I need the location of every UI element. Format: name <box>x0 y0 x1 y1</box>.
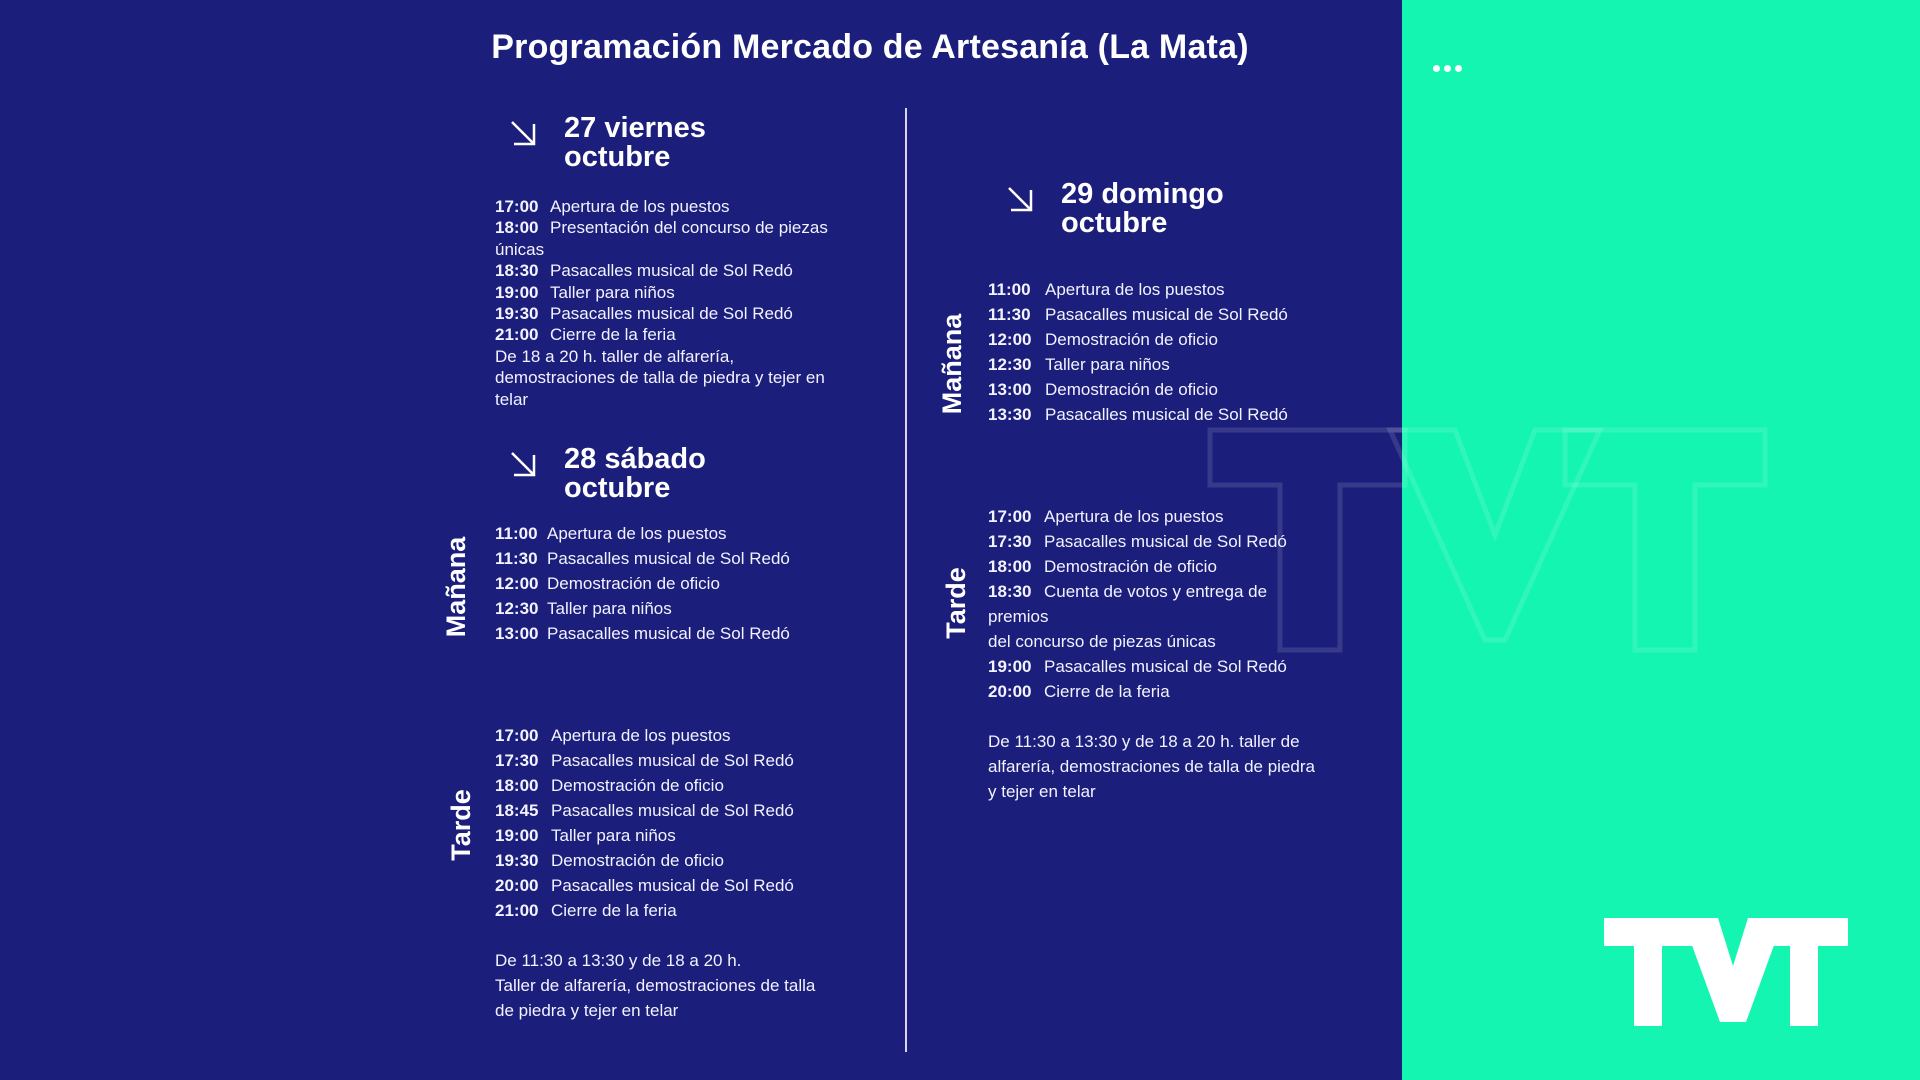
schedule-row <box>988 277 1288 302</box>
note-line: y tejer en telar <box>988 782 1096 801</box>
schedule-row <box>495 723 815 748</box>
day-27-title: 27 viernes <box>564 112 706 144</box>
schedule-row <box>988 679 1315 704</box>
schedule-time: 11:30 <box>495 549 538 568</box>
schedule-row <box>988 654 1315 679</box>
schedule-row <box>495 748 815 773</box>
schedule-time: 11:00 <box>988 280 1031 299</box>
schedule-time: 17:00 <box>495 197 539 216</box>
schedule-activity: Apertura de los puestos <box>1044 507 1224 526</box>
schedule-row <box>495 521 790 546</box>
schedule-row <box>495 773 815 798</box>
schedule-time: 17:00 <box>988 507 1032 526</box>
schedule-row <box>988 302 1288 327</box>
day-29-afternoon-schedule <box>988 504 1315 804</box>
schedule-activity: Demostración de oficio <box>1044 557 1217 576</box>
schedule-row <box>495 798 815 823</box>
schedule-time: 18:30 <box>988 582 1032 601</box>
schedule-activity: Cierre de la feria <box>550 325 676 345</box>
day-27-schedule <box>495 196 828 410</box>
schedule-time: 20:00 <box>988 682 1032 701</box>
schedule-activity: Taller para niños <box>551 826 676 845</box>
schedule-row <box>495 848 815 873</box>
column-divider <box>905 108 907 1052</box>
schedule-activity: Taller para niños <box>1045 355 1170 374</box>
schedule-activity: Apertura de los puestos <box>550 197 730 216</box>
schedule-row <box>495 546 790 571</box>
day-28-title: 28 sábado <box>564 443 706 475</box>
day-28-afternoon-schedule <box>495 723 815 1023</box>
note-line: De 11:30 a 13:30 y de 18 a 20 h. taller de <box>988 732 1300 751</box>
schedule-time: 12:30 <box>988 355 1032 374</box>
schedule-activity: del concurso de piezas únicas <box>988 632 1216 651</box>
note-line: De 18 a 20 h. taller de alfarería, <box>495 346 735 366</box>
schedule-time: 18:00 <box>988 557 1032 576</box>
schedule-activity: Pasacalles musical de Sol Redó <box>1044 657 1287 676</box>
schedule-row <box>495 303 828 324</box>
day-28-morning-schedule <box>495 521 790 646</box>
schedule-activity: Cierre de la feria <box>1044 682 1170 701</box>
schedule-time: 19:00 <box>988 657 1032 676</box>
schedule-time: 13:00 <box>495 624 539 643</box>
schedule-activity: Demostración de oficio <box>547 574 720 593</box>
schedule-row <box>495 873 815 898</box>
schedule-time: 18:00 <box>495 218 539 238</box>
day-29-morning-label: Mañana <box>937 313 967 415</box>
schedule-activity: Demostración de oficio <box>551 851 724 870</box>
schedule-activity: Apertura de los puestos <box>551 726 731 745</box>
schedule-row <box>495 196 828 217</box>
schedule-row <box>988 529 1315 554</box>
schedule-row <box>988 327 1288 352</box>
schedule-row <box>988 604 1315 629</box>
day-29-afternoon-label: Tarde <box>941 567 971 639</box>
schedule-time: 21:00 <box>495 901 539 920</box>
schedule-time: 19:00 <box>495 282 539 302</box>
schedule-row <box>988 377 1288 402</box>
schedule-row <box>988 629 1315 654</box>
day-29-heading <box>1005 180 1224 238</box>
day-28-heading <box>508 445 706 503</box>
schedule-time: 13:00 <box>988 380 1032 399</box>
schedule-activity: Taller para niños <box>547 599 672 618</box>
schedule-time: 11:00 <box>495 524 538 543</box>
schedule-activity: Cierre de la feria <box>551 901 677 920</box>
day-27-month: octubre <box>564 141 671 173</box>
schedule-activity: únicas <box>495 239 545 259</box>
note-line: Taller de alfarería, demostraciones de talla <box>495 976 816 995</box>
schedule-row <box>988 352 1288 377</box>
schedule-row <box>988 402 1288 427</box>
note-line: demostraciones de talla de piedra y tejer en <box>495 368 825 388</box>
more-dots-icon[interactable] <box>1433 65 1462 72</box>
day-29-title: 29 domingo <box>1061 178 1224 210</box>
schedule-time: 18:30 <box>495 261 539 281</box>
schedule-activity: Pasacalles musical de Sol Redó <box>1045 305 1288 324</box>
schedule-row <box>495 571 790 596</box>
schedule-row <box>495 217 828 238</box>
schedule-activity: Pasacalles musical de Sol Redó <box>551 876 794 895</box>
schedule-time: 20:00 <box>495 876 539 895</box>
schedule-row <box>495 239 828 260</box>
schedule-activity: Pasacalles musical de Sol Redó <box>1044 532 1287 551</box>
schedule-activity: Demostración de oficio <box>551 776 724 795</box>
schedule-note <box>495 948 815 1023</box>
schedule-row <box>495 898 815 923</box>
schedule-activity: Pasacalles musical de Sol Redó <box>551 751 794 770</box>
schedule-activity: Cuenta de votos y entrega de <box>1044 582 1268 601</box>
schedule-row <box>495 324 828 345</box>
schedule-time: 12:30 <box>495 599 539 618</box>
schedule-activity: Pasacalles musical de Sol Redó <box>550 261 793 281</box>
schedule-activity: Pasacalles musical de Sol Redó <box>550 304 793 324</box>
note-line: de piedra y tejer en telar <box>495 1001 679 1020</box>
schedule-row <box>988 504 1315 529</box>
schedule-time: 18:00 <box>495 776 539 795</box>
schedule-time: 19:30 <box>495 304 539 324</box>
day-28-month: octubre <box>564 472 671 504</box>
schedule-activity: Taller para niños <box>550 282 675 302</box>
day-27-heading <box>508 114 706 172</box>
schedule-activity: Pasacalles musical de Sol Redó <box>547 549 790 568</box>
schedule-activity: Demostración de oficio <box>1045 380 1218 399</box>
schedule-time: 18:45 <box>495 801 539 820</box>
schedule-time: 12:00 <box>988 330 1032 349</box>
page-title: Programación Mercado de Artesanía (La Mata) <box>491 28 1249 66</box>
schedule-time: 12:00 <box>495 574 539 593</box>
day-28-afternoon-label: Tarde <box>446 789 476 861</box>
arrow-down-right-icon <box>1005 184 1035 214</box>
schedule-activity: Pasacalles musical de Sol Redó <box>1045 405 1288 424</box>
tvt-logo <box>1600 914 1852 1030</box>
schedule-row <box>495 596 790 621</box>
arrow-down-right-icon <box>508 118 538 148</box>
schedule-activity: Demostración de oficio <box>1045 330 1218 349</box>
schedule-time: 17:30 <box>988 532 1032 551</box>
note-line: alfarería, demostraciones de talla de piedra <box>988 757 1315 776</box>
schedule-row <box>495 823 815 848</box>
schedule-note <box>988 729 1315 804</box>
schedule-activity: Apertura de los puestos <box>547 524 727 543</box>
note-line: telar <box>495 389 529 409</box>
schedule-time: 21:00 <box>495 325 539 345</box>
schedule-activity: Pasacalles musical de Sol Redó <box>547 624 790 643</box>
schedule-time: 17:00 <box>495 726 539 745</box>
day-29-morning-schedule <box>988 277 1288 427</box>
schedule-time: 19:30 <box>495 851 539 870</box>
schedule-time: 11:30 <box>988 305 1031 324</box>
schedule-activity: premios <box>988 607 1049 626</box>
schedule-row <box>495 621 790 646</box>
schedule-activity: Apertura de los puestos <box>1045 280 1225 299</box>
arrow-down-right-icon <box>508 449 538 479</box>
schedule-row <box>495 282 828 303</box>
day-29-month: octubre <box>1061 207 1168 239</box>
schedule-activity: Pasacalles musical de Sol Redó <box>551 801 794 820</box>
schedule-time: 19:00 <box>495 826 539 845</box>
schedule-time: 17:30 <box>495 751 539 770</box>
schedule-row <box>495 260 828 281</box>
schedule-row <box>988 554 1315 579</box>
schedule-activity: Presentación del concurso de piezas <box>550 218 828 238</box>
schedule-time: 13:30 <box>988 405 1032 424</box>
schedule-row <box>988 579 1315 604</box>
note-line: De 11:30 a 13:30 y de 18 a 20 h. <box>495 951 742 970</box>
day-28-morning-label: Mañana <box>441 536 471 638</box>
schedule-note <box>495 346 828 410</box>
